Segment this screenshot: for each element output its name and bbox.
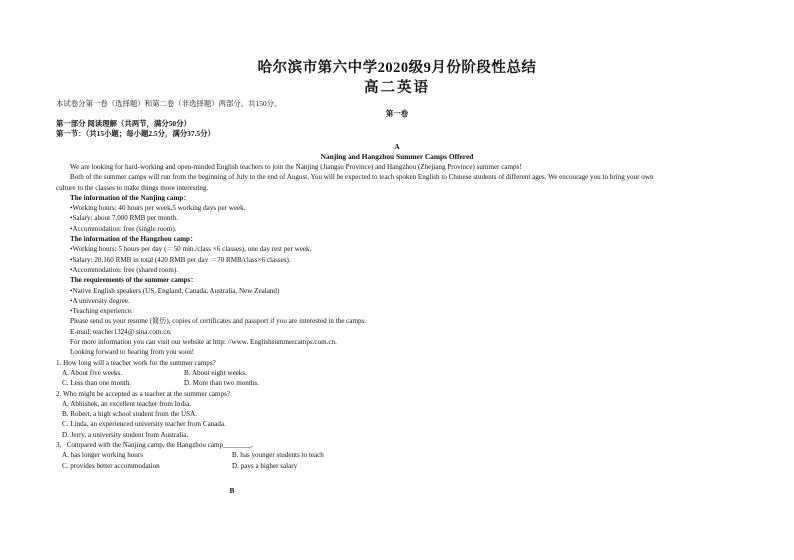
passage-line: Looking forward to hearing from you soon! (70, 348, 195, 357)
answer-option: B. has younger students to teach (232, 451, 324, 460)
part-label: 第一部分 阅读理解（共两节，满分50分） (56, 119, 191, 128)
passage-line: E-mail: teacher1324@ sina.com.cn. (70, 327, 172, 336)
passage-line: •Working hours: 5 hours per day (＝50 min./class ×6 classes), one day rest per week. (70, 245, 312, 254)
passage-line: The requirements of the summer camps： (70, 276, 198, 285)
answer-option: A. About five weeks. (62, 368, 123, 377)
answer-option: C. Linda, an experienced university teacher from Canada. (62, 420, 226, 429)
passage-title: Nanjing and Hangzhou Summer Camps Offered (320, 152, 474, 161)
passage-line: •A university degree. (70, 296, 130, 305)
answer-option: B. About eight weeks. (184, 368, 247, 377)
passage-line: We are looking for hard-working and open-minded English teachers to join the Nanjing (Jiangsu Province) and Hangzhou (Zhejiang Province) summer camps! (70, 163, 522, 171)
exam-title: 哈尔滨市第六中学2020级9月份阶段性总结 (257, 60, 537, 76)
question-stem: 1. How long will a teacher work for the summer camps? (56, 358, 216, 367)
passage-line: •Teaching experience. (70, 307, 133, 316)
question-stem: 2. Who might be accepted as a teacher at the summer camps? (56, 389, 230, 398)
passage-line: The information of the Nanjing camp： (70, 193, 191, 202)
answer-option: A. Abhishek, an excellent teacher from India. (62, 399, 192, 408)
passage-line: For more information you can visit our website at http: //www. Englishsummercamps.com.cn. (70, 338, 337, 347)
answer-option: A. has longer working hours (62, 451, 143, 460)
passage-body (56, 162, 746, 471)
answer-option-row (56, 378, 746, 388)
section-label: 第一节：（共15小题；每小题2.5分，满分37.5分） (56, 129, 215, 138)
passage-line: The information of the Hangzhou camp： (70, 235, 198, 244)
answer-option-row (56, 461, 746, 471)
passage-lines (56, 162, 746, 358)
answer-option: C. provides better accommodation (62, 461, 160, 470)
question-list (56, 358, 746, 471)
passage-line: Both of the summer camps will run from the beginning of July to the end of August. You will be expected to teach spoken English to Chinese students of different ages. We encourage you to bring your own (70, 173, 654, 182)
passage-line: •Salary: about 7,000 RMB per month. (70, 214, 178, 223)
answer-option: D. More than two months. (184, 379, 259, 388)
answer-option-row (56, 368, 746, 378)
exam-note: 本试卷分第一卷（选择题）和第二卷（非选择题）两部分。共150分。 (56, 99, 282, 108)
passage-line: •Salary: 20,160 RMB in total (420 RMB per day ＝70 RMB/class×6 classes). (70, 255, 291, 264)
answer-option: C. Less than one month. (62, 379, 131, 388)
answer-option-row (56, 450, 746, 460)
passage-line: •Accommodation: free (single room). (70, 224, 177, 233)
next-passage-letter: B (229, 486, 235, 495)
answer-option: D. Jerry, a university student from Australia. (62, 430, 189, 439)
passage-line: •Accommodation: free (shared room). (70, 265, 179, 274)
exam-subtitle: 高二英语 (364, 80, 430, 96)
passage-letter: A (394, 142, 400, 151)
answer-option: D. pays a higher salary (232, 461, 298, 470)
answer-option: B. Robert, a high school student from the USA. (62, 410, 197, 419)
volume-label: 第一卷 (385, 109, 409, 118)
question-stem: 3．Compared with the Nanjing camp, the Hangzhou camp________. (56, 441, 254, 450)
passage-line: •Native English speakers (US, England, Canada, Australia, New Zealand) (70, 286, 280, 295)
passage-line: culture to the classes to make things more interesting. (56, 183, 209, 192)
passage-line: Please send us your resume (简历), copies of certificates and passport if you are interested in the camps. (70, 317, 367, 326)
passage-line: •Working hours: 40 hours per week,5 working days per week. (70, 204, 246, 213)
